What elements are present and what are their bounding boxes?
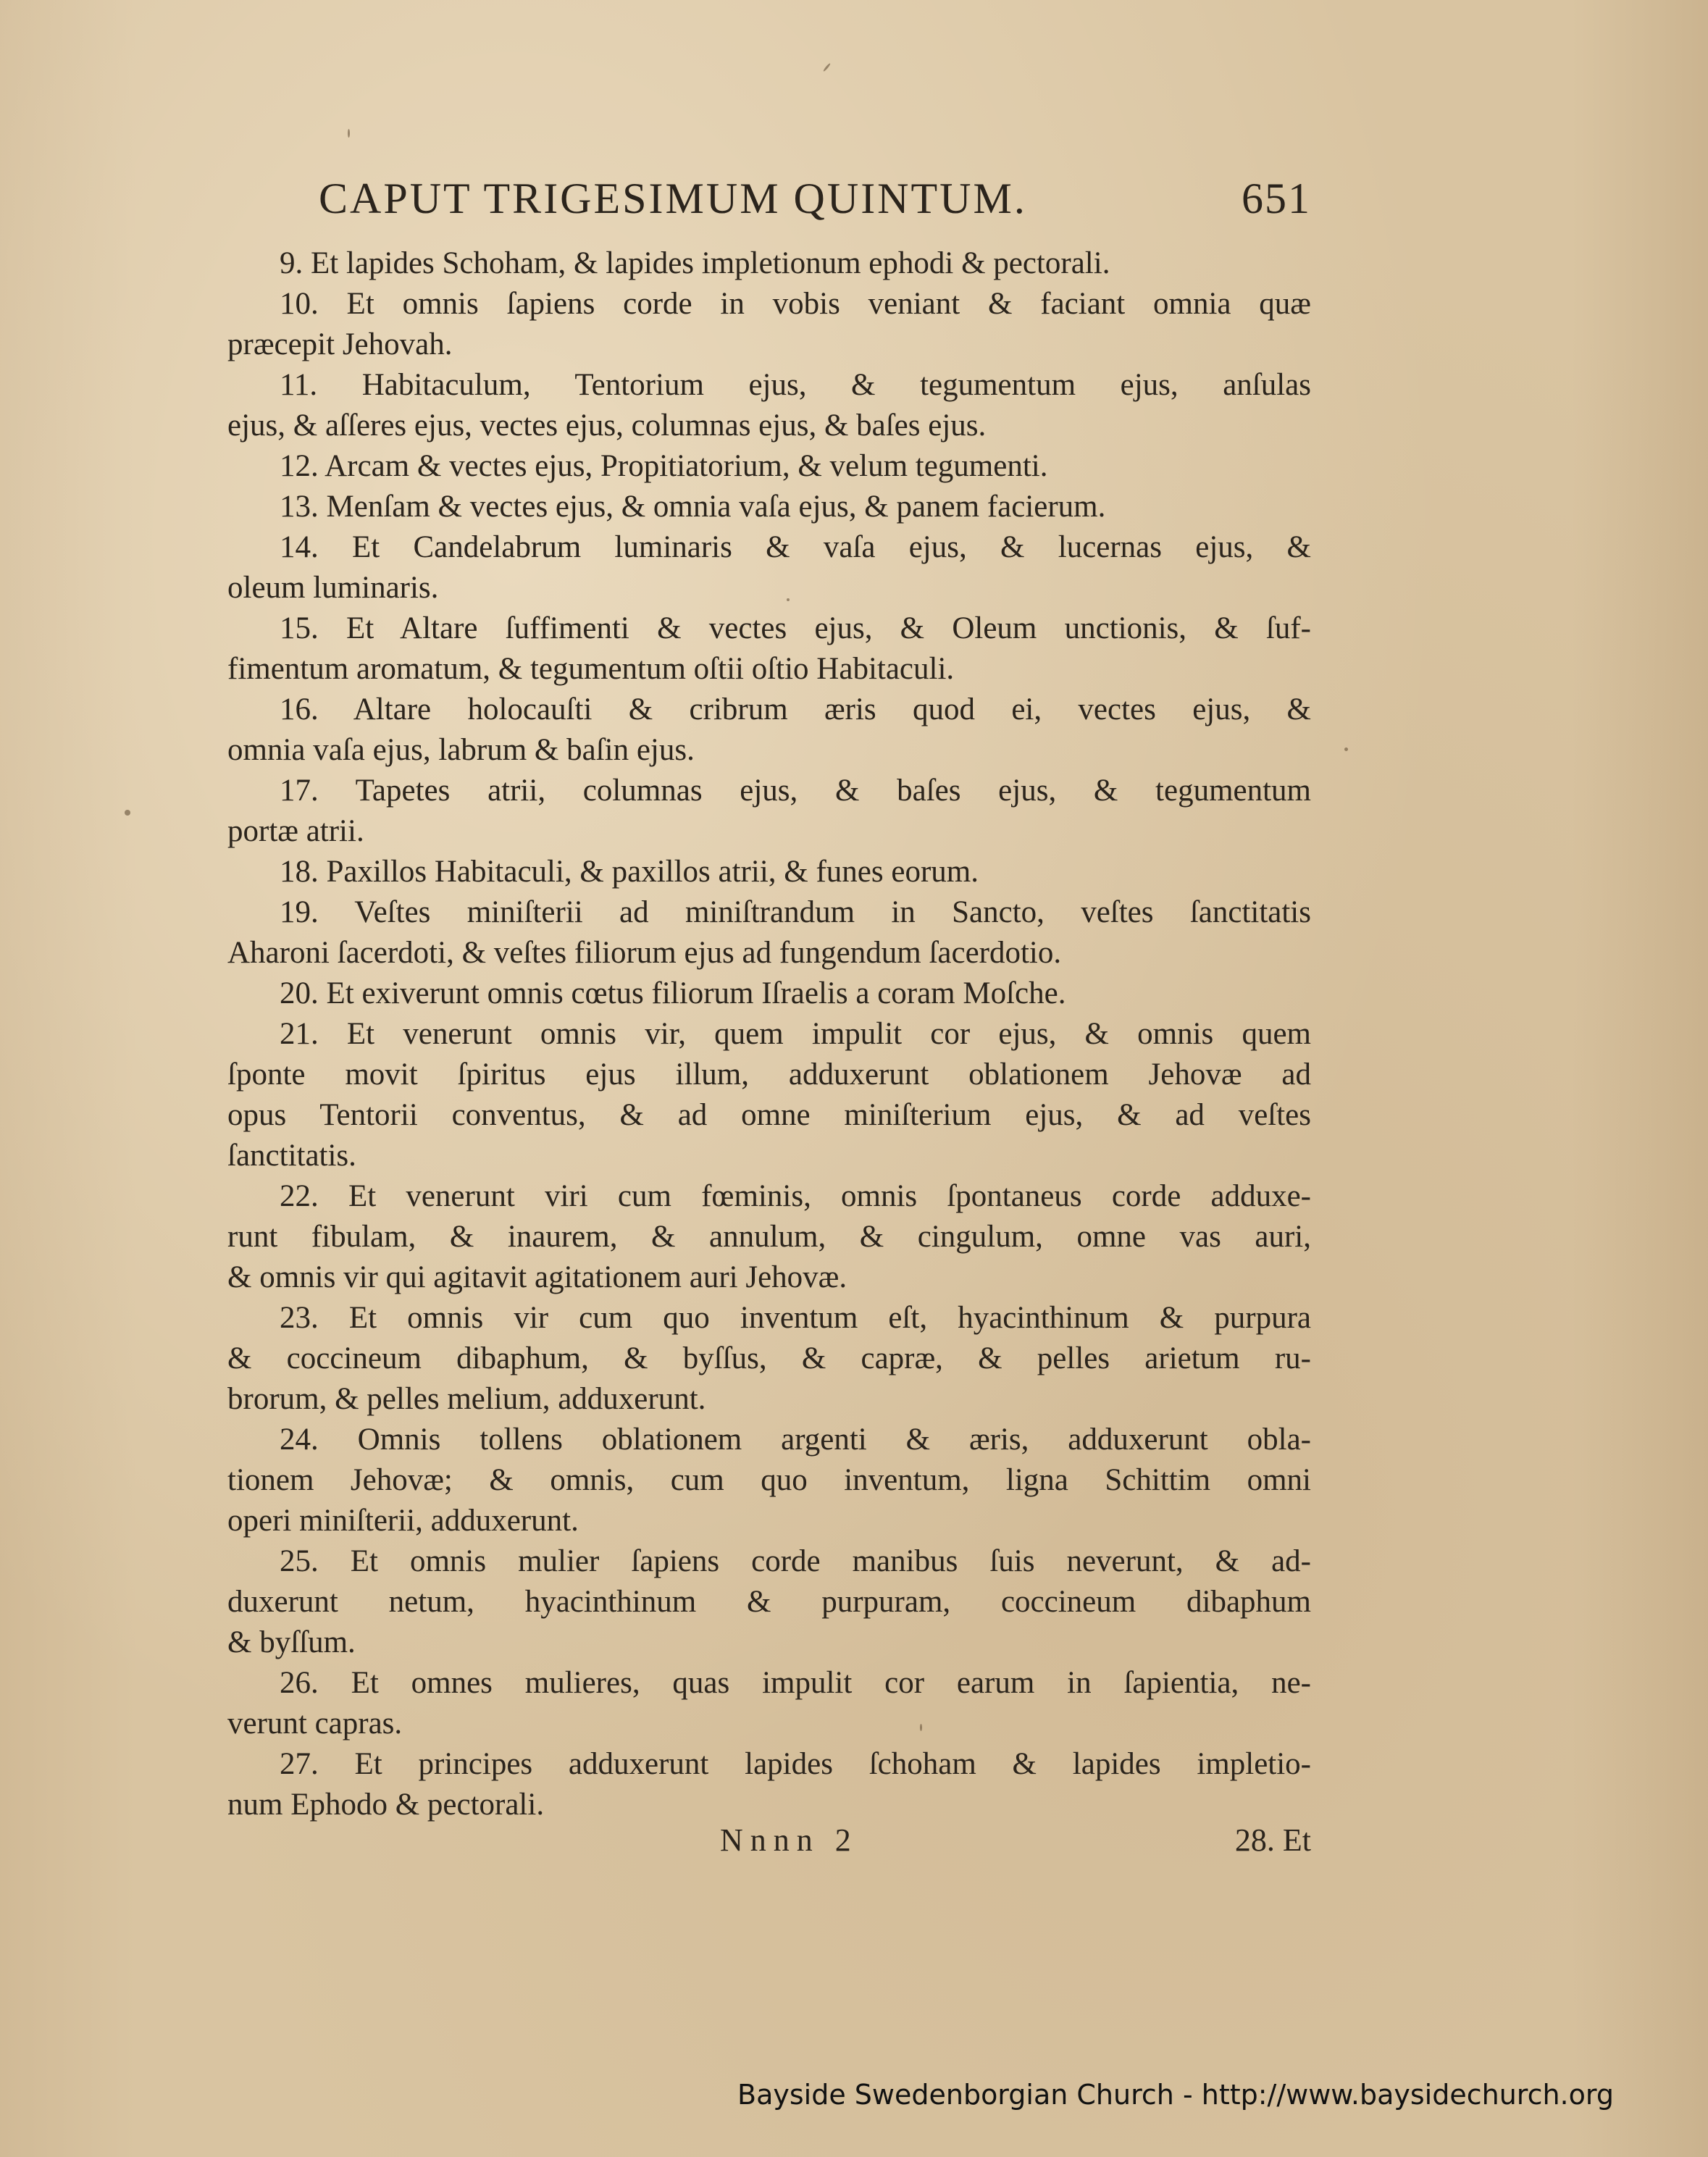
verse-line: brorum, & pelles melium, adduxerunt. [227, 1382, 706, 1416]
running-title: CAPUT TRIGESIMUM QUINTUM. [319, 175, 1027, 222]
verse-line: & omnis vir qui agitavit agitationem auri Jehovæ. [227, 1260, 847, 1294]
verse-line: ſanctitatis. [227, 1139, 356, 1173]
verse-line: 22. Et venerunt viri cum fœminis, omnis ſpontaneus corde adduxe- [280, 1179, 1311, 1213]
catchword: 28. Et [1234, 1822, 1311, 1858]
verse-line: omnia vaſa ejus, labrum & baſin ejus. [227, 733, 695, 767]
verse-line: opus Tentorii conventus, & ad omne miniſterium ejus, & ad veſtes [227, 1098, 1311, 1132]
verse-line: Aharoni ſacerdoti, & veſtes filiorum ejus ad fungendum ſacerdotio. [227, 936, 1062, 970]
verse-line: 20. Et exiverunt omnis cœtus filiorum Iſraelis a coram Moſche. [280, 976, 1066, 1010]
verse-line: 25. Et omnis mulier ſapiens corde manibus ſuis neverunt, & ad- [280, 1544, 1311, 1578]
verse-line: 17. Tapetes atrii, columnas ejus, & baſes ejus, & tegumentum [280, 774, 1311, 808]
verse [227, 446, 1311, 487]
verse-line: 26. Et omnes mulieres, quas impulit cor earum in ſapientia, ne- [280, 1666, 1311, 1700]
verse-line: 12. Arcam & vectes ejus, Propitiatorium, & velum tegumenti. [280, 449, 1048, 483]
signature-mark: Nnnn 2 [720, 1822, 858, 1858]
paper-speck [823, 63, 831, 72]
verse-line: fimentum aromatum, & tegumentum oſtii oſtio Habitaculi. [227, 652, 955, 686]
verse [227, 1744, 1311, 1825]
verse-line: runt fibulam, & inaurem, & annulum, & cingulum, omne vas auri, [227, 1220, 1311, 1254]
verse-line: 24. Omnis tollens oblationem argenti & æris, adduxerunt obla- [280, 1423, 1311, 1457]
verse [227, 1420, 1311, 1541]
verse-line: tionem Jehovæ; & omnis, cum quo inventum, ligna Schittim omni [227, 1463, 1311, 1497]
verse [227, 487, 1311, 527]
verse [227, 852, 1311, 892]
verse [227, 1176, 1311, 1298]
verse-line: ſponte movit ſpiritus ejus illum, adduxerunt oblationem Jehovæ ad [227, 1057, 1311, 1092]
verse-line: præcepit Jehovah. [227, 327, 453, 361]
verse-line: 14. Et Candelabrum luminaris & vaſa ejus, & lucernas ejus, & [280, 530, 1311, 564]
page-number: 651 [1242, 175, 1311, 222]
verse-line: 23. Et omnis vir cum quo inventum eſt, hyacinthinum & purpura [280, 1301, 1311, 1335]
verse-line: oleum luminaris. [227, 571, 439, 605]
paper-speck [348, 129, 350, 138]
paper-speck [125, 810, 130, 816]
verse [227, 973, 1311, 1014]
verse [227, 284, 1311, 365]
verse [227, 1298, 1311, 1420]
verse [227, 243, 1311, 284]
paper-speck [920, 1724, 922, 1731]
watermark-caption: Bayside Swedenborgian Church - http://www.baysidechurch.org [737, 2079, 1614, 2111]
page-header [319, 174, 1311, 232]
verse-line: 21. Et venerunt omnis vir, quem impulit cor ejus, & omnis quem [280, 1017, 1311, 1051]
verse-line: 9. Et lapides Schoham, & lapides impletionum ephodi & pectorali. [280, 246, 1110, 280]
paper-speck [1344, 747, 1348, 751]
verse-line: & coccineum dibaphum, & byſſus, & capræ, & pelles arietum ru- [227, 1341, 1311, 1375]
verse-list [227, 243, 1311, 1825]
verse [227, 1663, 1311, 1744]
verse [227, 690, 1311, 771]
verse-line: verunt capras. [227, 1706, 403, 1741]
verse-line: 15. Et Altare ſuffimenti & vectes ejus, & Oleum unctionis, & ſuf- [280, 611, 1311, 645]
verse [227, 1014, 1311, 1176]
verse-line: 27. Et principes adduxerunt lapides ſchoham & lapides impletio- [280, 1747, 1311, 1781]
verse-line: 10. Et omnis ſapiens corde in vobis veniant & faciant omnia quæ [280, 287, 1311, 321]
verse-line: portæ atrii. [227, 814, 364, 848]
verse [227, 527, 1311, 608]
verse-line: 13. Menſam & vectes ejus, & omnia vaſa ejus, & panem facierum. [280, 490, 1106, 524]
verse [227, 771, 1311, 852]
verse [227, 608, 1311, 690]
page-footer [227, 1822, 1311, 1865]
paper-speck [787, 598, 790, 601]
verse-line: num Ephodo & pectorali. [227, 1788, 545, 1822]
verse-line: duxerunt netum, hyacinthinum & purpuram, coccineum dibaphum [227, 1585, 1311, 1619]
verse-line: ejus, & aſſeres ejus, vectes ejus, columnas ejus, & baſes ejus. [227, 409, 987, 443]
verse-line: 19. Veſtes miniſterii ad miniſtrandum in Sancto, veſtes ſanctitatis [280, 895, 1311, 929]
verse [227, 1541, 1311, 1663]
verse-line: 11. Habitaculum, Tentorium ejus, & tegumentum ejus, anſulas [280, 368, 1311, 402]
verse-line: 18. Paxillos Habitaculi, & paxillos atrii, & funes eorum. [280, 855, 979, 889]
verse-line: operi miniſterii, adduxerunt. [227, 1504, 579, 1538]
verse-line: & byſſum. [227, 1625, 356, 1659]
verse-line: 16. Altare holocauſti & cribrum æris quod ei, vectes ejus, & [280, 692, 1311, 726]
verse [227, 892, 1311, 973]
verse [227, 365, 1311, 446]
